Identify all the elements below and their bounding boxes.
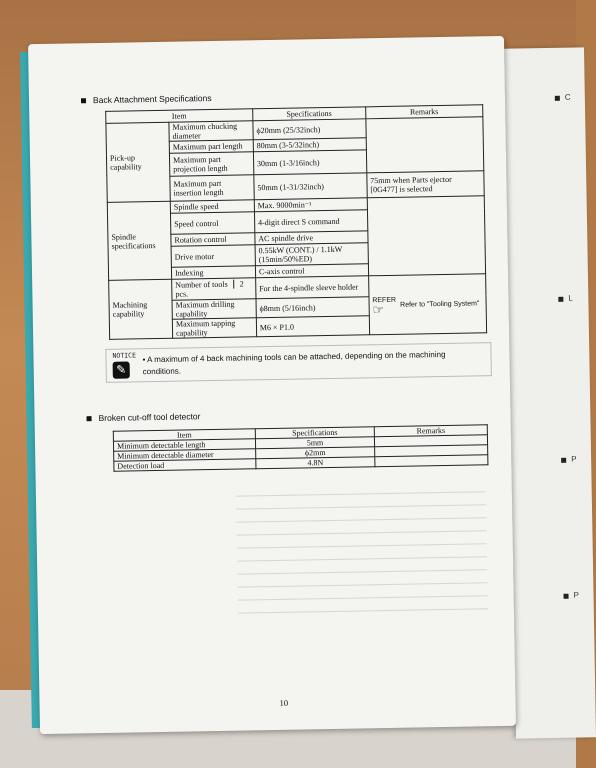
spec-cell: ϕ2mm	[256, 447, 375, 459]
header-specifications: Specifications	[255, 427, 374, 439]
notice-label: NOTICE	[112, 351, 137, 360]
group-label: Machining capability	[109, 279, 173, 339]
item-cell: Minimum detectable length	[113, 439, 255, 451]
tools-label: Number of tools	[175, 279, 228, 290]
item-cell: Maximum part length	[169, 140, 253, 153]
remark-cell	[375, 455, 488, 467]
item-cell: Detection load	[114, 459, 256, 471]
bleed-through-lines	[236, 491, 489, 655]
pointing-hand-icon: ☞	[372, 302, 385, 318]
item-cell: Maximum tapping capability	[172, 318, 256, 338]
bullet	[558, 297, 563, 302]
item-cell: Maximum part insertion length	[170, 175, 254, 201]
refer-cell	[368, 274, 486, 335]
spec-cell: Max. 9000min⁻¹	[254, 198, 367, 212]
back-attachment-spec-table	[105, 104, 487, 340]
page-number: 10	[279, 697, 289, 708]
tools-value: 2 pcs.	[175, 279, 244, 299]
header-specifications: Specifications	[253, 107, 366, 121]
next-page-letter: C	[564, 92, 571, 102]
item-cell: Drive motor	[171, 245, 255, 267]
spec-cell: 0.55kW (CONT.) / 1.1kW (15min/50%ED)	[255, 243, 368, 266]
section-title-text: Broken cut-off tool detector	[98, 411, 201, 424]
bullet	[564, 594, 569, 599]
section-title-text: Back Attachment Specifications	[92, 93, 212, 106]
bullet-square-icon	[81, 98, 86, 103]
bullet-square-icon	[87, 416, 92, 421]
spec-cell: M6 × P1.0	[256, 316, 369, 337]
group-label: Spindle specifications	[107, 201, 171, 280]
spec-cell: 50mm (1-31/32inch)	[254, 173, 367, 200]
header-item: Item	[106, 109, 253, 124]
spec-cell: 4.8N	[256, 457, 375, 469]
item-cell: Indexing	[171, 266, 255, 279]
spec-cell: AC spindle drive	[255, 231, 368, 245]
next-page-letter: L	[568, 293, 573, 303]
spec-cell: 5mm	[255, 437, 374, 449]
section-title-cutoff-detector	[86, 411, 200, 423]
spec-cell: ϕ20mm (25/32inch)	[253, 119, 366, 140]
item-cell	[172, 278, 256, 300]
spec-cell: 80mm (3-5/32inch)	[253, 138, 366, 152]
item-cell: Speed control	[170, 212, 254, 234]
spec-cell: ϕ8mm (5/16inch)	[256, 297, 369, 318]
manual-page	[28, 36, 516, 734]
next-page-letter: P	[571, 454, 577, 464]
refer-text: Refer to "Tooling System"	[400, 299, 480, 309]
header-item: Item	[113, 429, 255, 441]
item-cell: Maximum part projection length	[169, 152, 253, 176]
refer-label: REFER	[372, 296, 397, 305]
remark-cell	[366, 117, 484, 173]
spec-cell: For the 4-spindle sleeve holder	[256, 276, 369, 299]
remark-cell: 75mm when Parts ejector [0G477] is selected	[367, 171, 485, 198]
item-cell: Spindle speed	[170, 200, 254, 213]
spec-cell: C-axis control	[255, 264, 368, 278]
next-page-letter: P	[573, 590, 579, 600]
section-title-back-attachment	[81, 93, 212, 105]
header-remarks: Remarks	[365, 105, 482, 119]
cutoff-detector-spec-table	[113, 424, 489, 472]
item-cell: Maximum drilling capability	[172, 299, 256, 319]
next-page	[504, 47, 596, 738]
bullet	[555, 96, 560, 101]
notice-text: • A maximum of 4 back machining tools can be attached, depending on the machining conditions.	[142, 349, 446, 377]
group-label: Pick-up capability	[106, 122, 170, 202]
item-cell: Rotation control	[171, 233, 255, 246]
remark-cell	[367, 196, 486, 276]
spec-cell: 30mm (1-3/16inch)	[253, 150, 366, 175]
bullet	[561, 458, 566, 463]
item-cell: Maximum chucking diameter	[169, 121, 253, 141]
notice-box	[105, 342, 492, 383]
item-cell: Minimum detectable diameter	[114, 449, 256, 461]
spec-cell: 4-digit direct S command	[254, 210, 367, 233]
header-remarks: Remarks	[374, 425, 487, 437]
pencil-icon: ✎	[113, 361, 130, 378]
